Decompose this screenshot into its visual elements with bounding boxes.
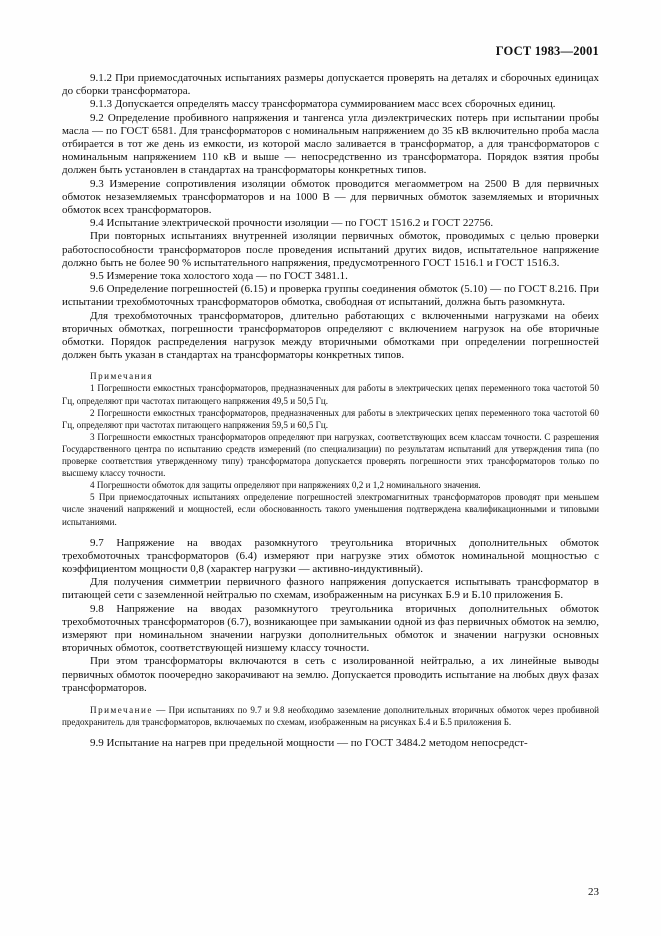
paragraph-repeat-tests: При повторных испытаниях внутренней изоляции первичных обмоток, проводимых с целью проверки работоспособности трансформаторов после проведения испытаний других видов, испытательное напряжение должно быть не более 90 % испытательного напряжения, предусмотренного ГОСТ 1516.1 и ГОСТ 1516.3.	[62, 230, 599, 269]
paragraph-symmetry: Для получения симметрии первичного фазного напряжения допускается испытывать трансформатор в питающей сети с заземленной нейтралью по схемам, изображенным на рисунках Б.9 и Б.10 приложения Б.	[62, 576, 599, 602]
paragraph-9-2: 9.2 Определение пробивного напряжения и тангенса угла диэлектрических потерь при испытании пробы масла — по ГОСТ 6581. Для трансформаторов с номинальным напряжением до 35 кВ включительно проба масла отбирается в тот же день из емкости, из которой масло заливается в трансформатор, а для трансформаторов с номинальным напряжением 110 кВ и выше — непосредственно из трансформатора. Порядок взятия пробы должен быть установлен в стандартах на трансформаторы конкретных типов.	[62, 111, 599, 177]
paragraph-9-4: 9.4 Испытание электрической прочности изоляции — по ГОСТ 1516.2 и ГОСТ 22756.	[90, 217, 494, 230]
note-item-1: 1 Погрешности емкостных трансформаторов, предназначенных для работы в электрических цепях переменного тока частотой 50 Гц, определяют при частотах питающего напряжения 49,5 и 50,5 Гц.	[62, 383, 599, 406]
document-header: ГОСТ 1983—2001	[495, 44, 599, 58]
note-item-3: 3 Погрешности емкостных трансформаторов определяют при нагрузках, соответствующих всем классам точности. С разрешения Государственного центра по испытанию средств измерений (по специализации) по результатам испытаний для утверждения типа (по проверке соответствия утвержденному типу) трансформатора допускается проверять погрешности этих трансформаторов только по высшему классу точности.	[62, 431, 599, 479]
document-body	[62, 72, 599, 750]
paragraph-9-7: 9.7 Напряжение на вводах разомкнутого треугольника вторичных дополнительных обмоток трехобмоточных трансформаторов (6.4) измеряют при нагрузке этих обмоток номинальной мощностью с коэффициентом мощности 0,8 (характер нагрузки — активно-индуктивный).	[62, 536, 599, 575]
note-item-2: 2 Погрешности емкостных трансформаторов, предназначенных для работы в электрических цепях переменного тока частотой 60 Гц, определяют при частотах питающего напряжения 59,5 и 60,5 Гц.	[62, 407, 599, 430]
paragraph-9-3: 9.3 Измерение сопротивления изоляции обмоток проводится мегаомметром на 2500 В для первичных обмоток незаземляемых трансформаторов и на 1000 В — для первичных обмоток заземляемых и вторичных обмоток всех трансформаторов.	[62, 177, 599, 217]
paragraph-isolated-neutral: При этом трансформаторы включаются в сеть с изолированной нейтралью, а их линейные выводы первичных обмоток поочередно закорачивают на землю. Допускается проводить испытание на любых двух фазах трансформаторов.	[62, 655, 599, 694]
note-text: — При испытаниях по 9.7 и 9.8 необходимо заземление дополнительных вторичных обмоток через пробивной предохранитель для трансформаторов, включаемых по схемам, изображенным на рисунках Б.4 и Б.5 приложения Б.	[62, 705, 599, 728]
paragraph-three-winding: Для трехобмоточных трансформаторов, длительно работающих с включенными нагрузками на обеих вторичных обмотках, погрешности трансформаторов определяют с включением нагрузок на обе вторичные обмотки. Порядок распределения нагрузок между вторичными обмотками при определении погрешностей должен быть указан в стандартах на трансформаторы конкретных типов.	[62, 309, 599, 362]
paragraph-9-6: 9.6 Определение погрешностей (6.15) и проверка группы соединения обмоток (5.10) — по ГОСТ 8.216. При испытании трехобмоточных трансформаторов обмотка, свободная от испытаний, должна быть разомкнута.	[62, 283, 599, 309]
note-9-7-9-8	[62, 704, 599, 728]
note-item-5: 5 При приемосдаточных испытаниях определение погрешностей электромагнитных трансформаторов проводят при меньшем числе значений напряжений и мощностей, если обоснованность такого уменьшения подтверждена квалификационными и типовыми испытаниями.	[62, 492, 599, 527]
notes-heading: Примечания	[90, 371, 154, 382]
paragraph-9-1-3: 9.1.3 Допускается определять массу трансформатора суммированием масс всех сборочных единиц.	[90, 98, 556, 111]
note-item-4: 4 Погрешности обмоток для защиты определяют при напряжениях 0,2 и 1,2 номинального значения.	[90, 480, 481, 491]
paragraph-9-5: 9.5 Измерение тока холостого хода — по ГОСТ 3481.1.	[90, 270, 348, 283]
paragraph-9-8: 9.8 Напряжение на вводах разомкнутого треугольника вторичных дополнительных обмоток трехобмоточных трансформаторов (6.7), возникающее при замыкании одной из фаз первичных обмоток на землю, измеряют при номинальном значении нагрузки дополнительных обмоток и значении нагрузки основных вторичных обмоток, соответствующей низшему классу точности.	[62, 602, 599, 655]
page-number: 23	[588, 886, 599, 898]
paragraph-9-1-2: 9.1.2 При приемосдаточных испытаниях размеры допускается проверять на деталях и сборочных единицах до сборки трансформатора.	[62, 72, 599, 98]
note-label: Примечание	[90, 705, 153, 716]
paragraph-9-9: 9.9 Испытание на нагрев при предельной мощности — по ГОСТ 3484.2 методом непосредст-	[90, 737, 528, 750]
